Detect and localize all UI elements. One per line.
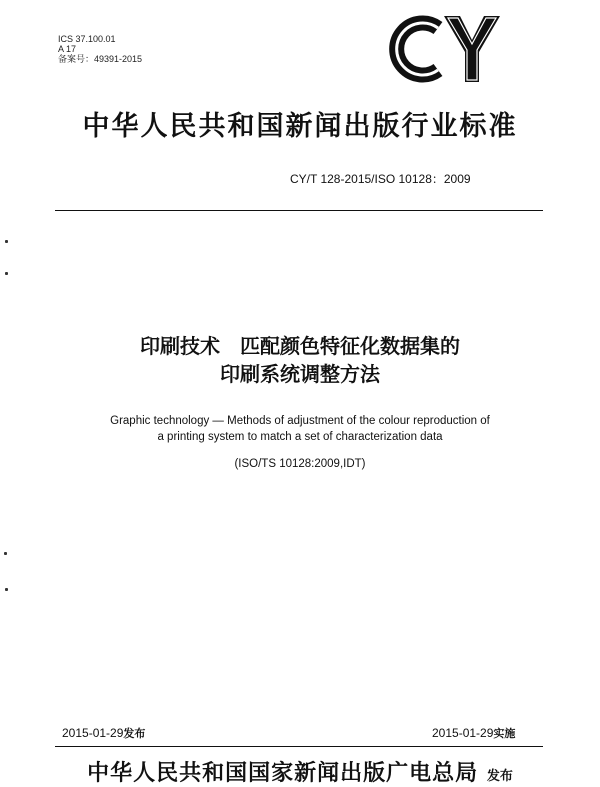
title-cn-line2: 印刷系统调整方法	[220, 362, 380, 386]
effective-date-label: 实施	[493, 727, 516, 740]
scan-mark	[4, 552, 7, 555]
title-en-line2: a printing system to match a set of characterization data	[157, 431, 443, 443]
standard-number: CY/T 128-2015/ISO 10128：2009	[290, 172, 471, 186]
document-metadata	[58, 34, 142, 64]
issue-date	[62, 725, 145, 741]
bottom-divider	[55, 746, 543, 747]
issuer-name: 中华人民共和国国家新闻出版广电总局	[87, 761, 479, 786]
effective-date-value: 2015-01-29	[432, 726, 494, 740]
title-en-line1: Graphic technology — Methods of adjustment of the colour reproduction of	[110, 415, 490, 427]
cy-logo	[380, 14, 505, 84]
scan-mark	[5, 240, 8, 243]
effective-date	[432, 725, 515, 741]
issue-date-value: 2015-01-29	[62, 726, 124, 740]
standard-category-title: 中华人民共和国新闻出版行业标准	[82, 111, 518, 142]
classification-code: A 17	[58, 44, 77, 54]
scan-mark	[5, 588, 8, 591]
issue-date-label: 发布	[123, 727, 146, 740]
issuer-label: 发布	[486, 769, 513, 784]
record-number: 备案号：49391-2015	[58, 54, 143, 64]
title-en-line3: (ISO/TS 10128:2009,IDT)	[234, 458, 366, 470]
scan-mark	[5, 272, 8, 275]
ics-code: ICS 37.100.01	[58, 34, 116, 44]
title-cn-line1: 印刷技术 匹配颜色特征化数据集的	[140, 334, 460, 358]
top-divider	[55, 210, 543, 211]
